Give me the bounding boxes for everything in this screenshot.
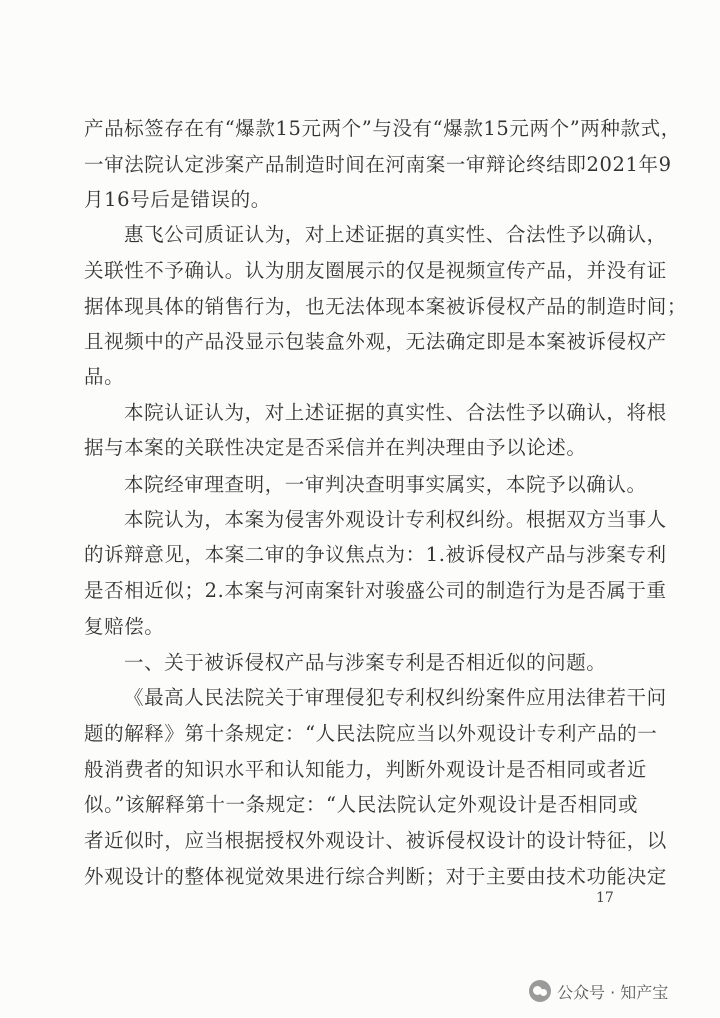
text-line: 且视频中的产品没显示包装盒外观，无法确定即是本案被诉侵权产: [84, 330, 667, 353]
text-line: 复赔偿。: [84, 615, 165, 638]
text-line: 据与本案的关联性决定是否采信并在判决理由予以论述。: [84, 436, 587, 459]
text-line: 《最高人民法院关于审理侵犯专利权纠纷案件应用法律若干问: [124, 686, 667, 709]
text-line: 一审法院认定涉案产品制造时间在河南案一审辩论终结即2021年9: [84, 153, 672, 176]
text-line: 惠飞公司质证认为，对上述证据的真实性、合法性予以确认，: [124, 223, 667, 246]
text-line: 者近似时，应当根据授权外观设计、被诉侵权设计的设计特征，以: [84, 829, 667, 852]
text-line: 的诉辩意见，本案二审的争议焦点为：1.被诉侵权产品与涉案专利: [84, 543, 667, 566]
text-line: 本院认证认为，对上述证据的真实性、合法性予以确认，将根: [124, 401, 667, 424]
text-line: 品。: [84, 365, 125, 388]
page-number: 17: [596, 890, 614, 906]
text-line: 似。”该解释第十一条规定：“人民法院认定外观设计是否相同或: [84, 793, 639, 816]
text-line: 本院认为，本案为侵害外观设计专利权纠纷。根据双方当事人: [124, 508, 667, 531]
text-line: 外观设计的整体视觉效果进行综合判断；对于主要由技术功能决定: [84, 865, 667, 888]
text-line: 题的解释》第十条规定：“人民法院应当以外观设计专利产品的一: [84, 722, 658, 745]
text-line: 本院经审理查明，一审判决查明事实属实，本院予以确认。: [124, 473, 647, 496]
wechat-icon: [529, 980, 551, 1002]
text-line: 是否相近似；2.本案与河南案针对骏盛公司的制造行为是否属于重: [84, 579, 667, 602]
text-line: 般消费者的知识水平和认知能力，判断外观设计是否相同或者近: [84, 758, 647, 781]
watermark: [529, 977, 668, 1005]
text-line: 关联性不予确认。认为朋友圈展示的仅是视频宣传产品，并没有证: [84, 259, 667, 282]
text-line: 据体现具体的销售行为，也无法体现本案被诉侵权产品的制造时间；: [84, 295, 688, 318]
section-heading: 一、关于被诉侵权产品与涉案专利是否相近似的问题。: [124, 651, 607, 674]
text-line: 月16号后是错误的。: [84, 188, 271, 211]
watermark-text: 公众号 · 知产宝: [557, 982, 669, 1002]
text-line: 产品标签存在有“爆款15元两个”与没有“爆款15元两个”两种款式，: [84, 117, 681, 140]
